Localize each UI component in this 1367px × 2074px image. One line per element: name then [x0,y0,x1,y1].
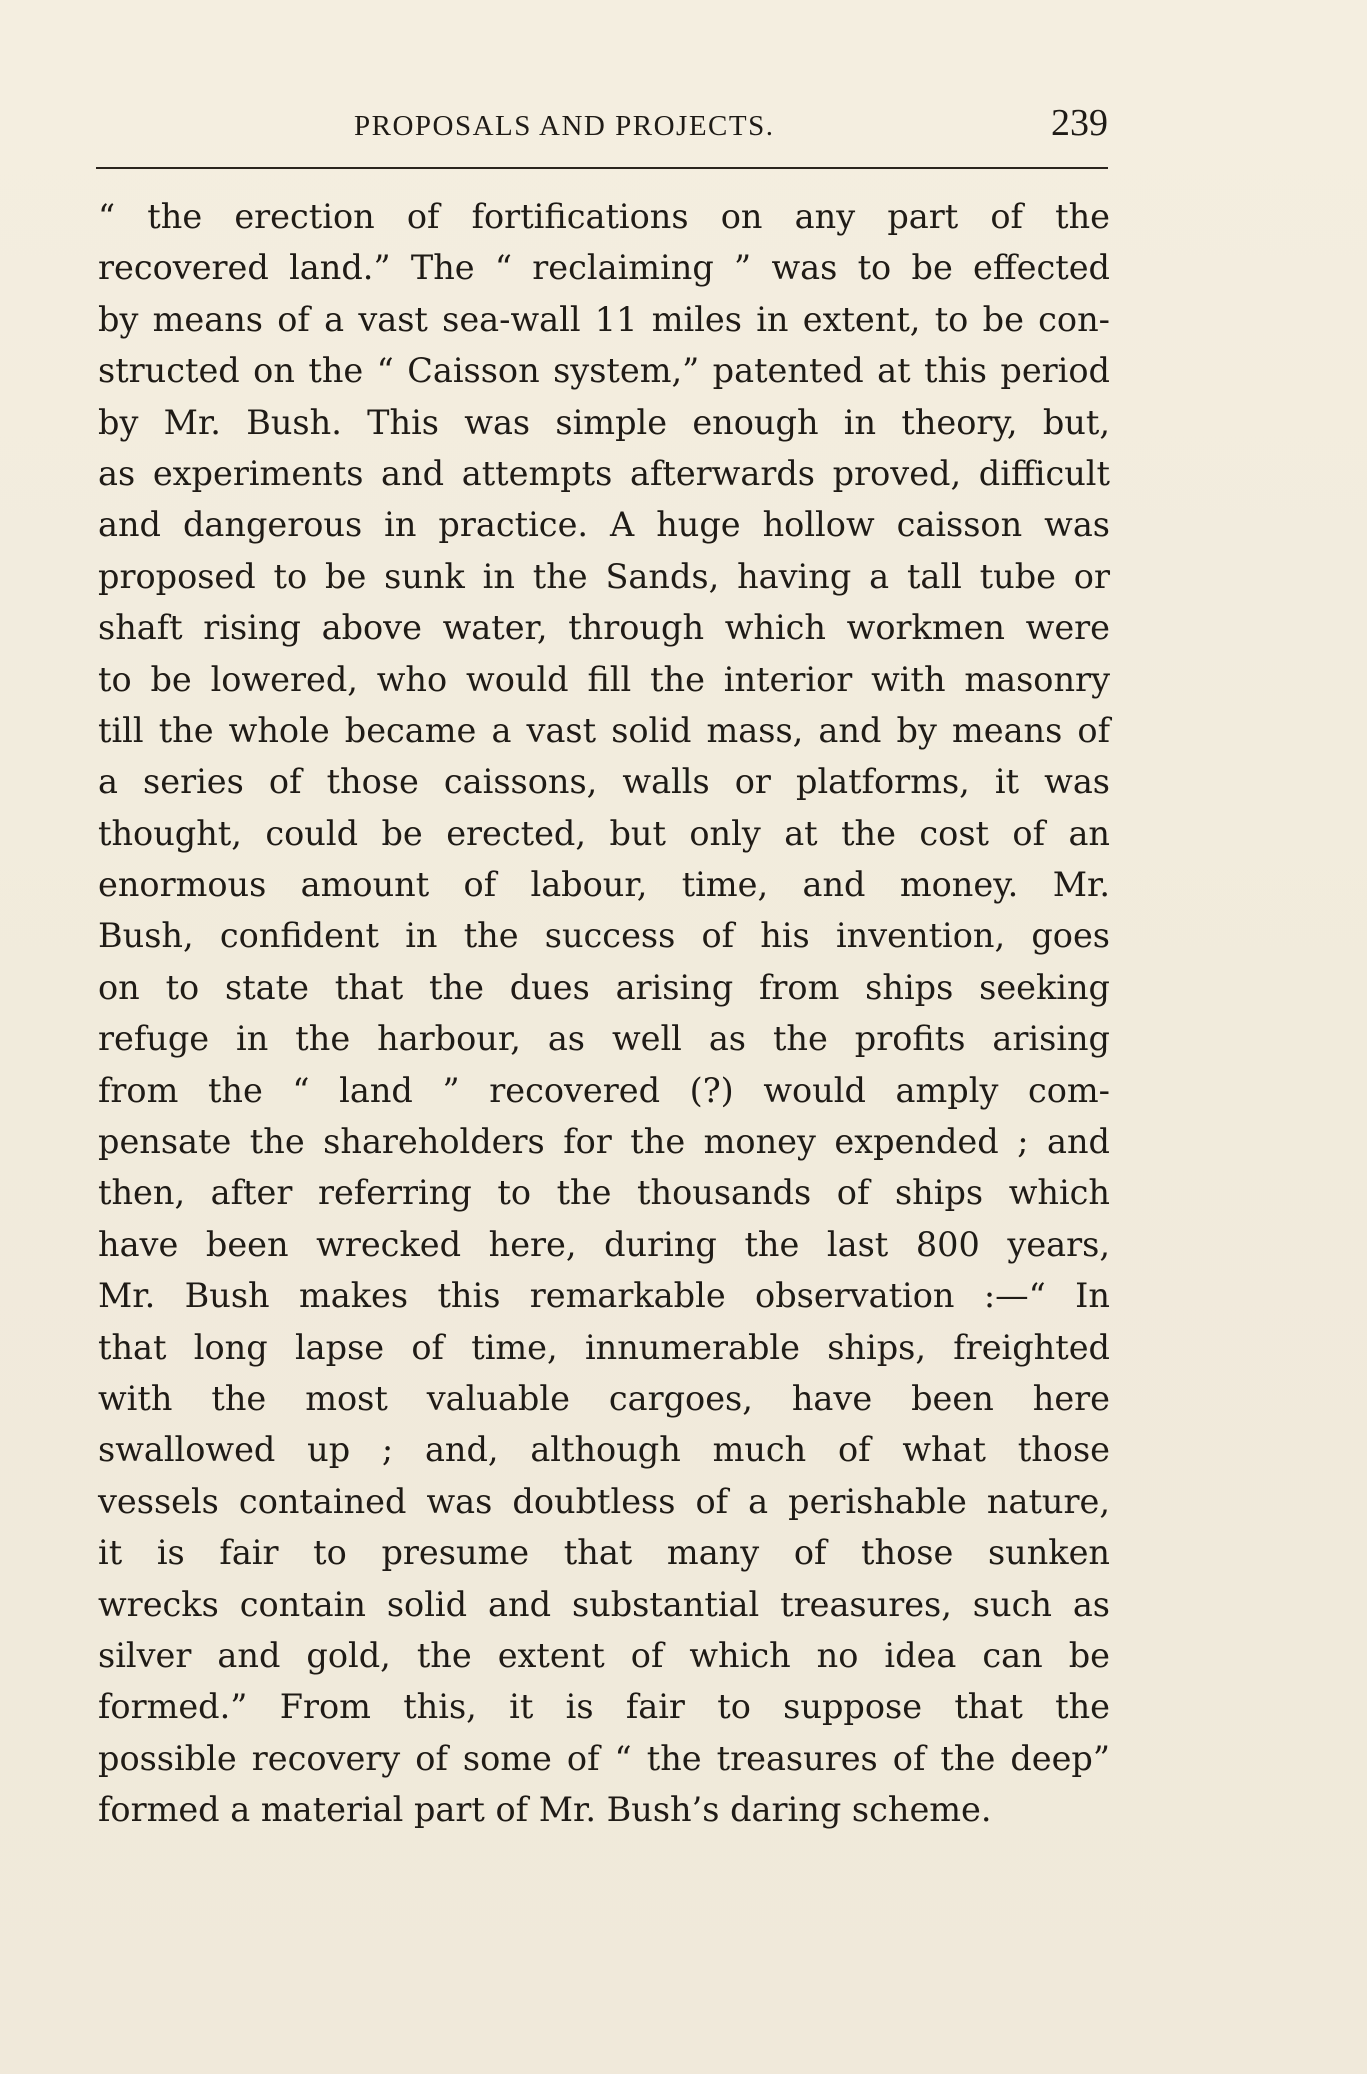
text-line: shaft rising above water, through which workmen were [98,608,1110,648]
text-line: swallowed up ; and, although much of what those [98,1430,1110,1470]
text-line: Bush, confident in the success of his invention, goes [98,916,1110,956]
page-header [96,96,1108,144]
text-line: Mr. Bush makes this remarkable observation :—“ In [98,1276,1110,1316]
text-line: it is fair to presume that many of those sunken [98,1533,1110,1573]
text-line: “ the erection of fortifications on any part of the [98,197,1110,236]
header-rule [96,167,1108,169]
text-line: that long lapse of time, innumerable ships, freighted [98,1327,1110,1367]
text-line: enormous amount of labour, time, and money. Mr. [98,865,1110,905]
text-line: proposed to be sunk in the Sands, having a tall tube or [98,556,1110,596]
text-line: a series of those caissons, walls or platforms, it was [98,762,1110,802]
text-line: with the most valuable cargoes, have been here [98,1378,1110,1418]
text-line: formed.” From this, it is fair to suppose that the [98,1687,1110,1727]
text-line: have been wrecked here, during the last 800 years, [98,1224,1110,1264]
text-line: pensate the shareholders for the money expended ; and [98,1122,1110,1162]
text-line: formed a material part of Mr. Bush’s daring scheme. [98,1790,992,1830]
text-line: from the “ land ” recovered (?) would amply com- [98,1070,1110,1110]
text-line: silver and gold, the extent of which no idea can be [98,1635,1110,1675]
text-line: and dangerous in practice. A huge hollow caisson was [98,505,1110,545]
text-line: thought, could be erected, but only at the cost of an [98,813,1110,853]
text-line: vessels contained was doubtless of a perishable nature, [98,1481,1110,1521]
text-line: to be lowered, who would fill the interior with masonry [98,659,1110,699]
text-line: by Mr. Bush. This was simple enough in theory, but, [98,402,1110,442]
text-line: till the whole became a vast solid mass, and by means of [98,710,1110,750]
text-line: wrecks contain solid and substantial treasures, such as [98,1584,1110,1624]
text-line: recovered land.” The “ reclaiming ” was to be effected [98,248,1110,288]
text-line: then, after referring to the thousands of ships which [98,1173,1110,1213]
running-head: PROPOSALS AND PROJECTS. [354,110,775,142]
page-number: 239 [1051,102,1108,144]
text-line: refuge in the harbour, as well as the profits arising [98,1019,1110,1059]
text-line: on to state that the dues arising from ships seeking [98,967,1110,1007]
text-line: by means of a vast sea-wall 11 miles in extent, to be con- [98,299,1110,339]
body-text [98,191,1110,1836]
text-line: as experiments and attempts afterwards proved, difficult [98,453,1110,493]
text-line: structed on the “ Caisson system,” patented at this period [98,351,1110,391]
text-line: possible recovery of some of “ the treasures of the deep” [98,1738,1110,1778]
